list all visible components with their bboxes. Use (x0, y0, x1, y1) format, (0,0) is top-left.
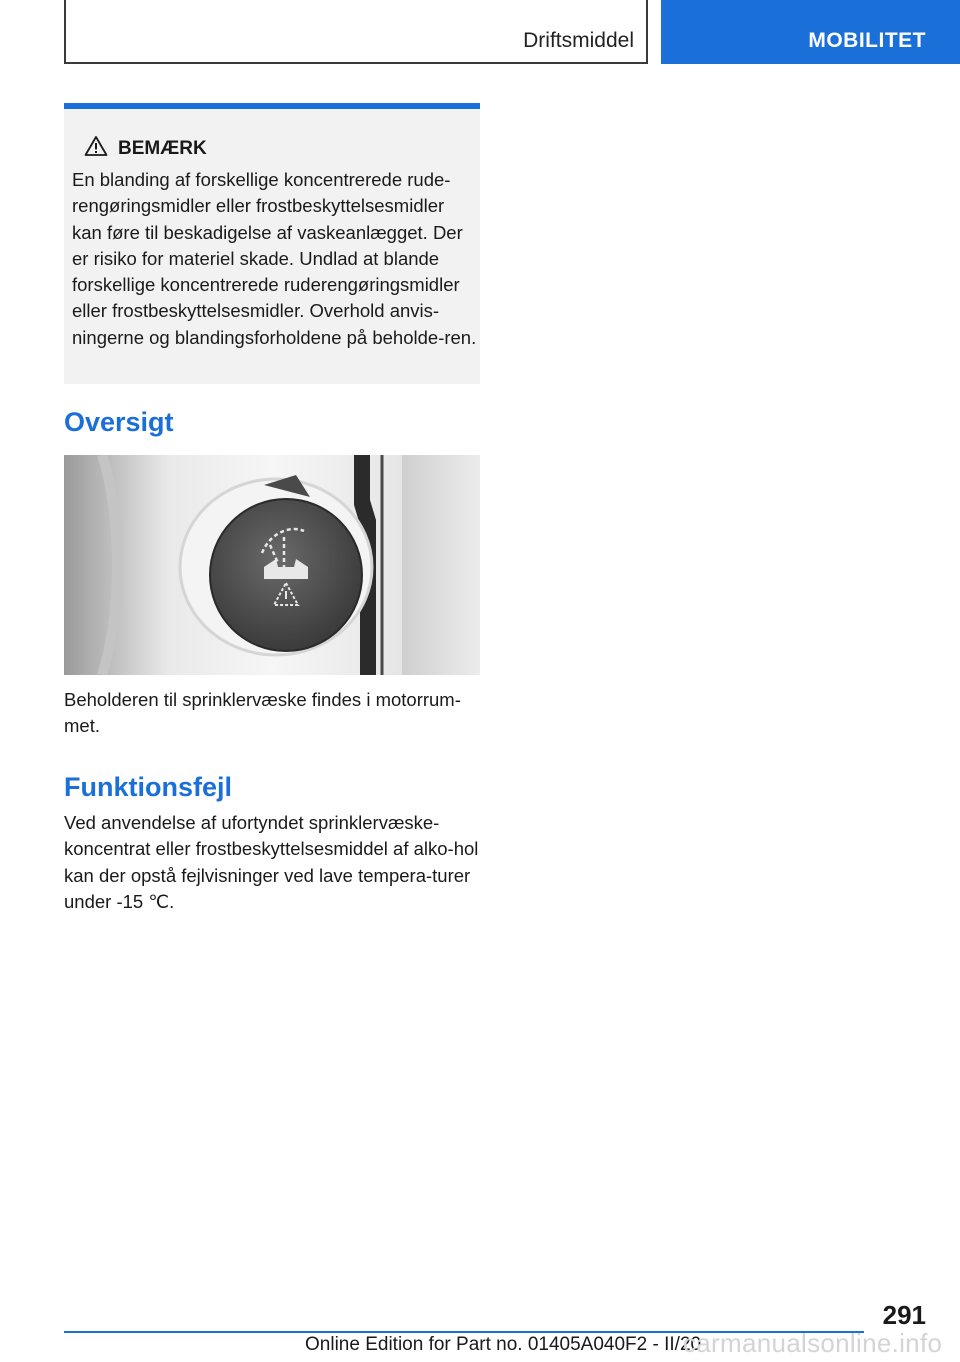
watermark: carmanualsonline.info (683, 1328, 943, 1358)
header-section-box (64, 0, 648, 64)
overview-caption: Beholderen til sprinklervæske findes i motorrum-met. (64, 689, 461, 737)
notice-box (64, 103, 480, 384)
warning-triangle-icon (84, 135, 108, 157)
malfunction-text: Ved anvendelse af ufortyndet sprinklervæske-koncentrat eller frostbeskyttelsesmiddel af alko-hol kan der opstå fejlvisninger ved lave tempera-turer under -15 ℃. (64, 812, 479, 912)
page-number: 291 (882, 1300, 926, 1330)
malfunction-heading: Funktionsfejl (64, 772, 232, 802)
chapter-tab (661, 0, 960, 64)
overview-heading: Oversigt (64, 407, 174, 437)
edition-text: Online Edition for Part no. 01405A040F2 - II/20 (305, 1334, 702, 1355)
notice-title: BEMÆRK (118, 138, 207, 159)
chapter-title: MOBILITET (808, 29, 926, 52)
washer-fluid-cap-photo (64, 455, 480, 675)
section-title: Driftsmiddel (523, 29, 634, 52)
notice-text: En blanding af forskellige koncentrerede rude-rengøringsmidler eller frostbeskyttelsesmidler kan føre til beskadigelse af vaskeanlægget. Der er risiko for materiel skade. Undlad at blande forskellige koncentrerede ruderengøringsmidler eller frostbeskyttelsesmidler. Overhold anvis-ningerne og blandingsforholdene på beholde-ren. (72, 169, 477, 348)
